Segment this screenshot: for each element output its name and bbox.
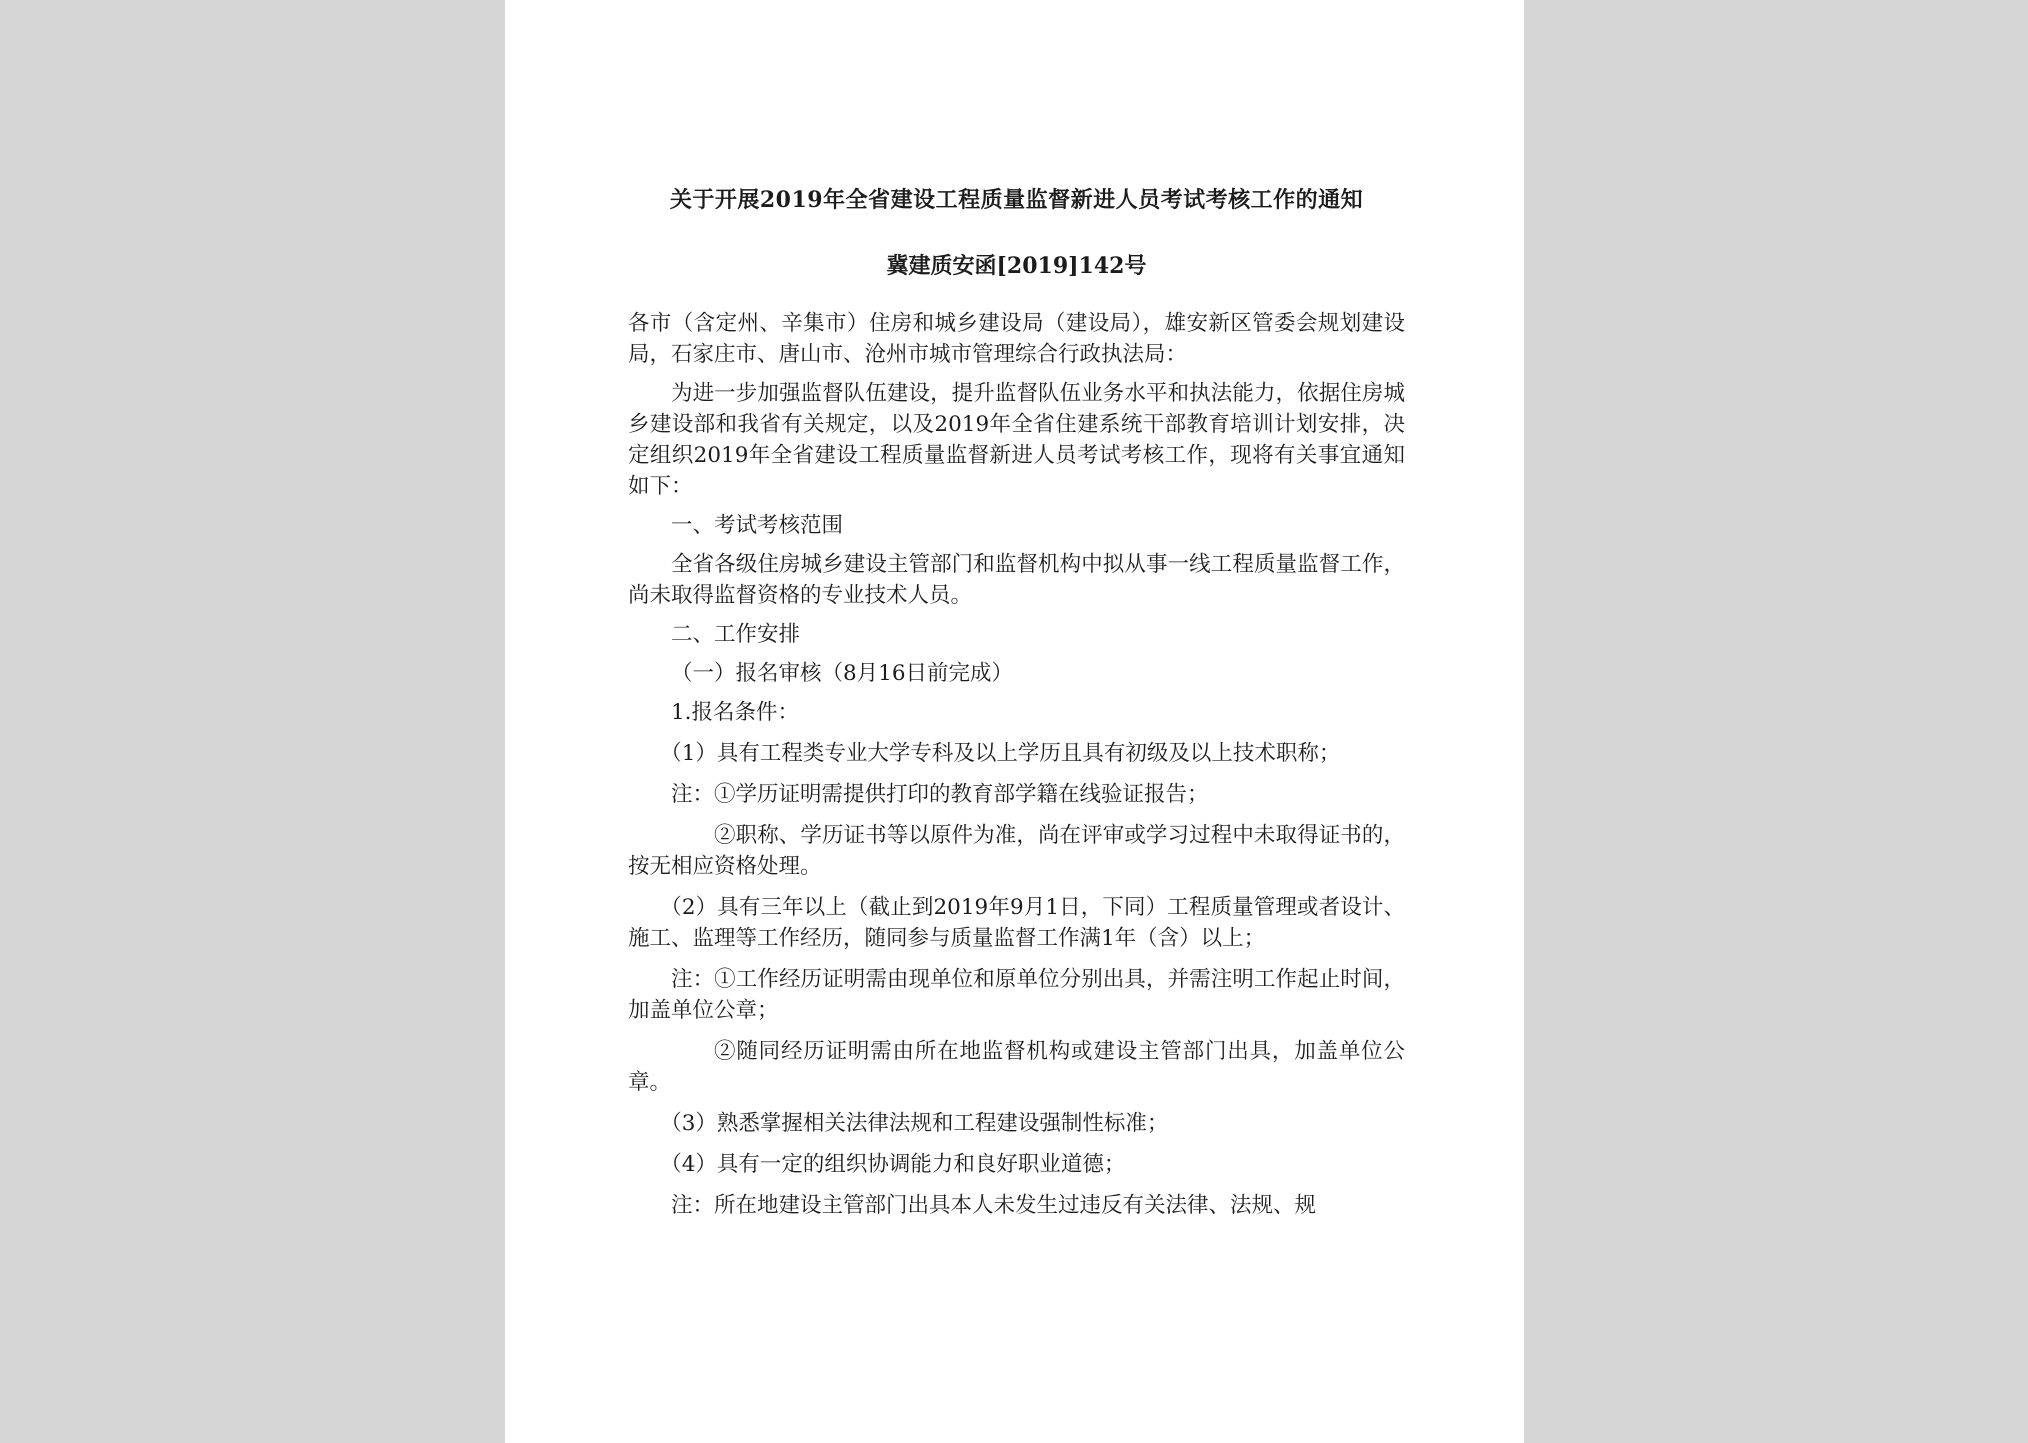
subsection-heading-1: （一）报名审核（8月16日前完成） <box>671 661 1014 686</box>
document-title: 关于开展2019年全省建设工程质量监督新进人员考试考核工作的通知 <box>669 187 1364 213</box>
note-1-paragraph: 注：①学历证明需提供打印的教育部学籍在线验证报告； <box>671 782 1209 807</box>
document-content <box>628 185 1405 1221</box>
item-heading-1: 1.报名条件： <box>671 700 800 725</box>
note-3-paragraph: 注：①工作经历证明需由现单位和原单位分别出具，并需注明工作起止时间，加盖单位公章； <box>628 967 1405 1023</box>
intro-paragraph: 为进一步加强监督队伍建设，提升监督队伍业务水平和执法能力，依据住房城乡建设部和我省有关规定，以及2019年全省住建系统干部教育培训计划安排，决定组织2019年全省建设工程质量监督新进人员考试考核工作，现将有关事宜通知如下： <box>628 381 1405 499</box>
condition-1-paragraph: （1）具有工程类专业大学专科及以上学历且具有初级及以上技术职称； <box>660 741 1341 766</box>
section-heading-2: 二、工作安排 <box>671 622 801 647</box>
section-heading-1: 一、考试考核范围 <box>671 513 844 538</box>
addressee-paragraph: 各市（含定州、辛集市）住房和城乡建设局（建设局），雄安新区管委会规划建设局，石家庄市、唐山市、沧州市城市管理综合行政执法局： <box>628 311 1405 367</box>
note-5-paragraph: 注：所在地建设主管部门出具本人未发生过违反有关法律、法规、规 <box>671 1193 1317 1218</box>
condition-2-paragraph: （2）具有三年以上（截止到2019年9月1日，下同）工程质量管理或者设计、施工、监理等工作经历，随同参与质量监督工作满1年（含）以上； <box>628 895 1405 951</box>
condition-4-paragraph: （4）具有一定的组织协调能力和良好职业道德； <box>660 1152 1126 1177</box>
note-2-paragraph: ②职称、学历证书等以原件为准，尚在评审或学习过程中未取得证书的，按无相应资格处理。 <box>628 823 1405 879</box>
document-page <box>505 0 1524 1443</box>
document-number: 冀建质安函[2019]142号 <box>886 253 1147 279</box>
note-4-paragraph: ②随同经历证明需由所在地监督机构或建设主管部门出具，加盖单位公章。 <box>628 1039 1405 1095</box>
scope-paragraph: 全省各级住房城乡建设主管部门和监督机构中拟从事一线工程质量监督工作，尚未取得监督资格的专业技术人员。 <box>628 552 1405 608</box>
condition-3-paragraph: （3）熟悉掌握相关法律法规和工程建设强制性标准； <box>660 1111 1169 1136</box>
